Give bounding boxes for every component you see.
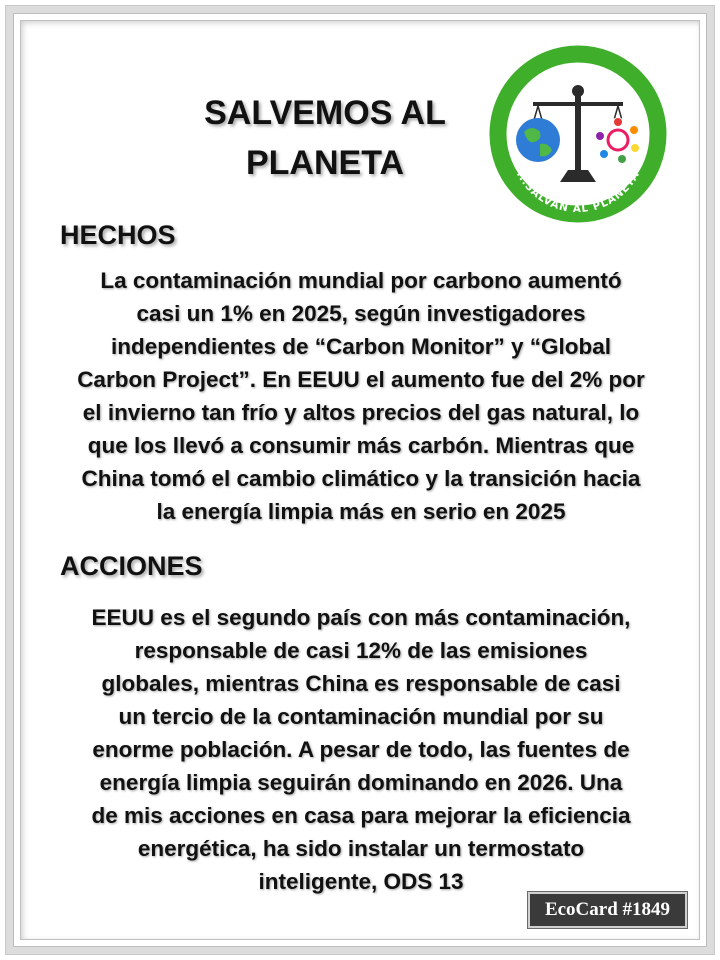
title-line-2: PLANETA	[245, 144, 405, 182]
hechos-line: La contaminación mundial por carbono aumentó	[100, 268, 622, 293]
ecocard-badge: EcoCard #1849	[528, 892, 687, 928]
hechos-paragraph	[38, 264, 684, 528]
acciones-paragraph	[38, 601, 684, 898]
acciones-line: enorme población. A pesar de todo, las fuentes de	[92, 737, 630, 762]
heading-acciones: ACCIONES	[60, 551, 203, 581]
hechos-line: el invierno tan frío y altos precios del gas natural, lo	[82, 400, 640, 425]
acciones-line: responsable de casi 12% de las emisiones	[134, 638, 588, 663]
acciones-line: EEUU es el segundo país con más contaminación,	[91, 605, 631, 630]
hechos-line: que los llevó a consumir más carbón. Mientras que	[87, 433, 635, 458]
hechos-line: casi un 1% en 2025, según investigadores	[136, 301, 586, 326]
heading-hechos: HECHOS	[60, 220, 176, 250]
acciones-line: energía limpia seguirán dominando en 2026. Una	[99, 770, 623, 795]
logo-scale-icon	[488, 44, 669, 225]
page-title	[165, 88, 485, 188]
logo-bottom-text: ...SALVAN AL PLANETA	[513, 169, 643, 216]
acciones-line: globales, mientras China es responsable de casi	[101, 671, 621, 696]
acciones-line: un tercio de la contaminación mundial por su	[118, 704, 604, 729]
title-line-1: SALVEMOS AL	[204, 94, 446, 132]
acciones-line: energética, ha sido instalar un termostato	[137, 836, 585, 861]
hechos-line: China tomó el cambio climático y la transición hacia	[81, 466, 641, 491]
hechos-line: independientes de “Carbon Monitor” y “Global	[110, 334, 612, 359]
hechos-line: la energía limpia más en serio en 2025	[156, 499, 566, 524]
acciones-line: de mis acciones en casa para mejorar la eficiencia	[91, 803, 631, 828]
acciones-line: inteligente, ODS 13	[258, 869, 464, 894]
logo-top-text: TUS ACCIONES...	[521, 64, 635, 101]
globe-icon	[516, 118, 560, 162]
hechos-line: Carbon Project”. En EEUU el aumento fue del 2% por	[77, 367, 645, 392]
